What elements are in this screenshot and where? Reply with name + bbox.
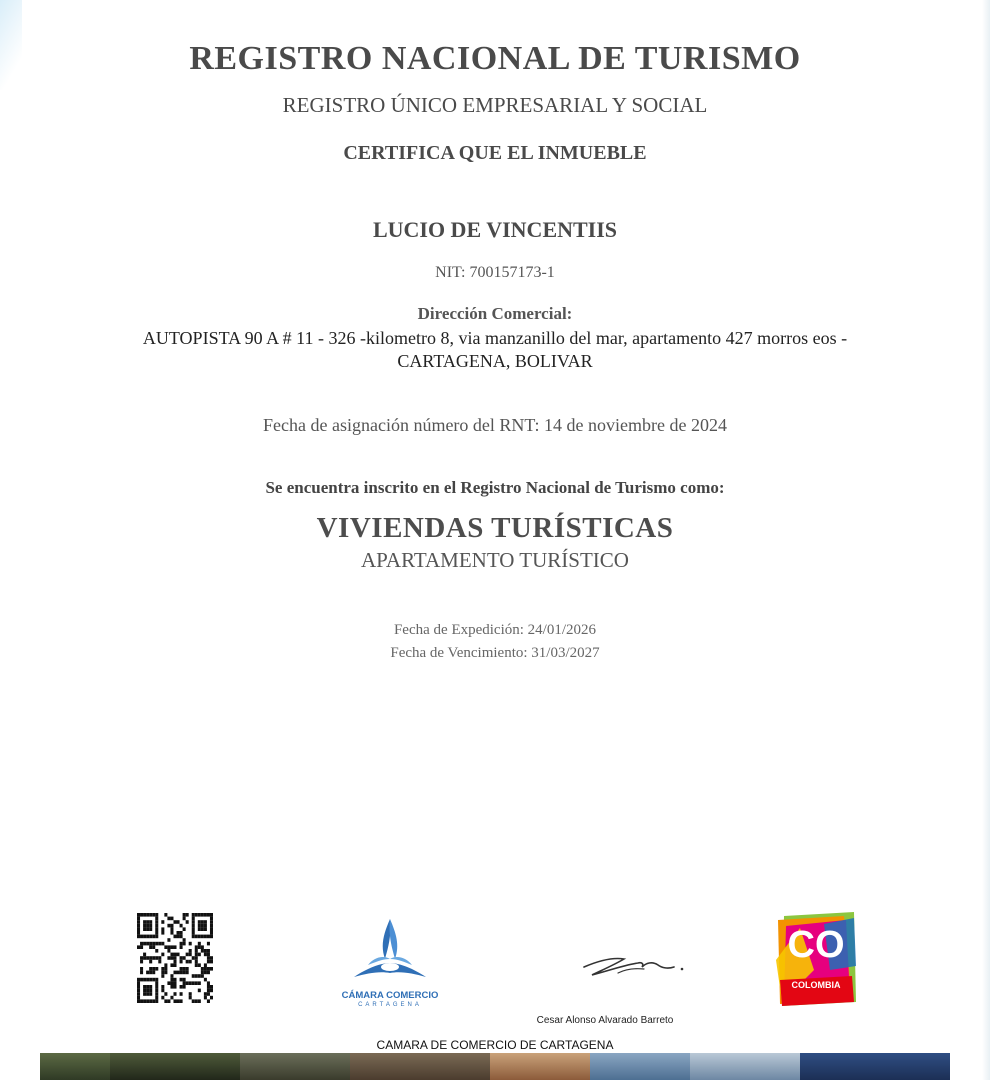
document-subtitle: REGISTRO ÚNICO EMPRESARIAL Y SOCIAL: [282, 93, 708, 117]
expiration-date: Fecha de Vencimiento: 31/03/2027: [390, 645, 600, 661]
brand-logo-subtext: COLOMBIA: [791, 980, 841, 990]
registered-as-text: Se encuentra inscrito en el Registro Nacional de Turismo como:: [265, 478, 725, 497]
footer-photo-strip: [40, 1053, 950, 1080]
colombia-brand-logo: [774, 910, 858, 1010]
address-label: Dirección Comercial:: [417, 304, 573, 323]
qr-code-icon: [137, 913, 213, 1003]
signature-image: [578, 945, 698, 995]
address-line-2: CARTAGENA, BOLIVAR: [397, 351, 593, 371]
certifies-heading: CERTIFICA QUE EL INMUEBLE: [343, 142, 647, 164]
tourism-category: VIVIENDAS TURÍSTICAS: [316, 512, 674, 544]
issuing-organization: CAMARA DE COMERCIO DE CARTAGENA: [376, 1038, 614, 1052]
address-line-1: AUTOPISTA 90 A # 11 - 326 -kilometro 8, via manzanillo del mar, apartamento 427 morros eos -: [142, 328, 848, 348]
chamber-logo-city: CARTAGENA: [358, 1002, 422, 1008]
chamber-logo-name: CÁMARA COMERCIO: [341, 990, 439, 1001]
brand-logo-mark: CO: [787, 924, 845, 966]
tourism-subcategory: APARTAMENTO TURÍSTICO: [361, 548, 629, 572]
document-title: REGISTRO NACIONAL DE TURISMO: [189, 40, 801, 77]
holder-nit: NIT: 700157173-1: [435, 264, 555, 281]
expedition-date: Fecha de Expedición: 24/01/2026: [393, 622, 597, 638]
signer-name: Cesar Alonso Alvarado Barreto: [536, 1015, 674, 1026]
holder-name: LUCIO DE VINCENTIIS: [372, 217, 618, 242]
rnt-assignment-date: Fecha de asignación número del RNT: 14 de noviembre de 2024: [263, 415, 727, 435]
